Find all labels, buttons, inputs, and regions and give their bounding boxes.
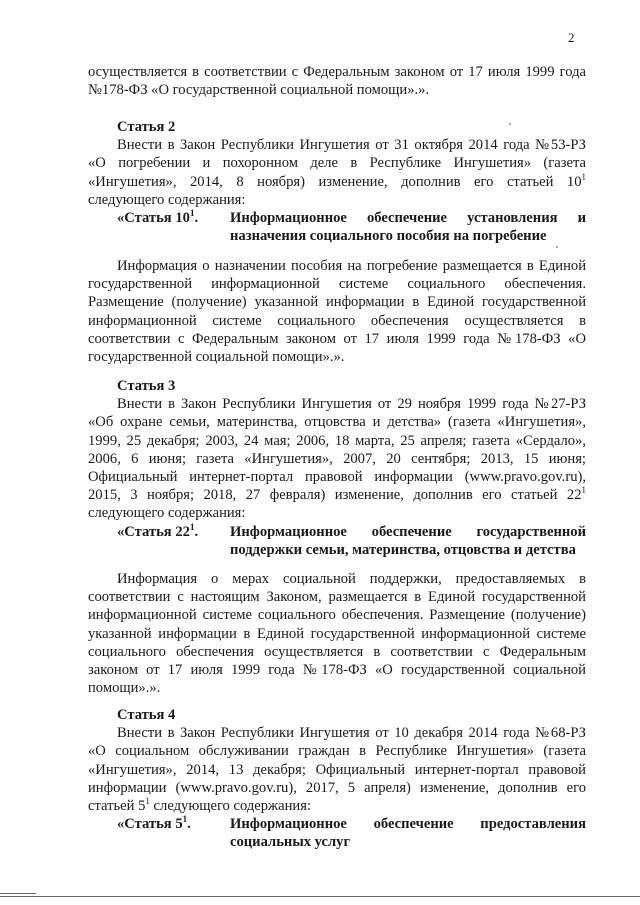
- scan-speck: [556, 246, 558, 248]
- article-4: [88, 706, 586, 852]
- article-3-body: Информация о мерах социальной поддержки, предоставляемых в соответствии с настоящим Законом, размещается в Единой государственной информационной системе социального обеспечения. Размещение (получение) указанной информации в Единой государственной информационной системе социального обеспечения осуществляется в соответствии с Федеральным законом от 17 июля 1999 года №178-ФЗ «О государственной социальной помощи».».: [88, 571, 586, 697]
- article-3-amendment: Внести в Закон Республики Ингушетия от 29 ноября 1999 года №27-РЗ «Об охране семьи, материнства, отцовства и детства» (газета «Ингушетия», 1999, 25 декабря; 2003, 24 мая; 2006, 18 марта, 25 апреля; газета «Сердало», 2006, 6 июня; газета «Ингушетия», 2007, 20 сентября; 2013, 15 июня; Официальный интернет-портал правовой информации (www.pravo.gov.ru), 2015, 3 ноября; 2018, 27 февраля) изменение, дополнив его статьей $22^1$ следующего содержания:: [88, 396, 586, 522]
- intro-paragraph: осуществляется в соответствии с Федеральным законом от 17 июля 1999 года №178-ФЗ «О государственной социальной помощи».».: [88, 64, 586, 99]
- article-2: [88, 118, 586, 245]
- article-2-body: Информация о назначении пособия на погребение размещается в Единой государственной информационной системе социального обеспечения. Размещение (получение) указанной информации в Единой государственной информационной системе социального обеспечения осуществляется в соответствии с Федеральным законом от 17 июля 1999 года №178-ФЗ «О государственной социальной помощи».».: [88, 258, 586, 366]
- article-3-new-article-title: «Статья $22^1$. Информационное обеспечение государственной поддержки семьи, материнства, отцовства и детства: [117, 521, 586, 558]
- article-4-new-article-title: «Статья $5^1$. Информационное обеспечение предоставления социальных услуг: [117, 814, 586, 851]
- article-3-heading: Статья 3: [117, 378, 176, 394]
- article-2-amendment: Внести в Закон Республики Ингушетия от 31 октября 2014 года №53-РЗ «О погребении и похоронном деле в Республике Ингушетия» (газета «Ингушетия», 2014, 8 ноября) изменение, дополнив его статьей $10^1$ следующего содержания:: [88, 137, 586, 208]
- article-3: [88, 377, 586, 559]
- scan-edge-line: [0, 896, 640, 897]
- article-2-new-article-title: «Статья $10^1$. Информационное обеспечение установления и назначения социального пособия на погребение: [117, 208, 586, 245]
- scan-edge-mark: [0, 893, 36, 894]
- page-number: 2: [568, 30, 575, 45]
- scan-speck: [509, 123, 511, 125]
- article-4-amendment: Внести в Закон Республики Ингушетия от 10 декабря 2014 года №68-РЗ «О социальном обслуживании граждан в Республике Ингушетия» (газета «Ингушетия», 2014, 13 декабря; Официальный интернет-портал правовой информации (www.pravo.gov.ru), 2017, 5 апреля) изменение, дополнив его статьей $5^1$ следующего содержания:: [88, 725, 586, 815]
- article-4-heading: Статья 4: [117, 707, 176, 723]
- article-2-heading: Статья 2: [117, 119, 176, 135]
